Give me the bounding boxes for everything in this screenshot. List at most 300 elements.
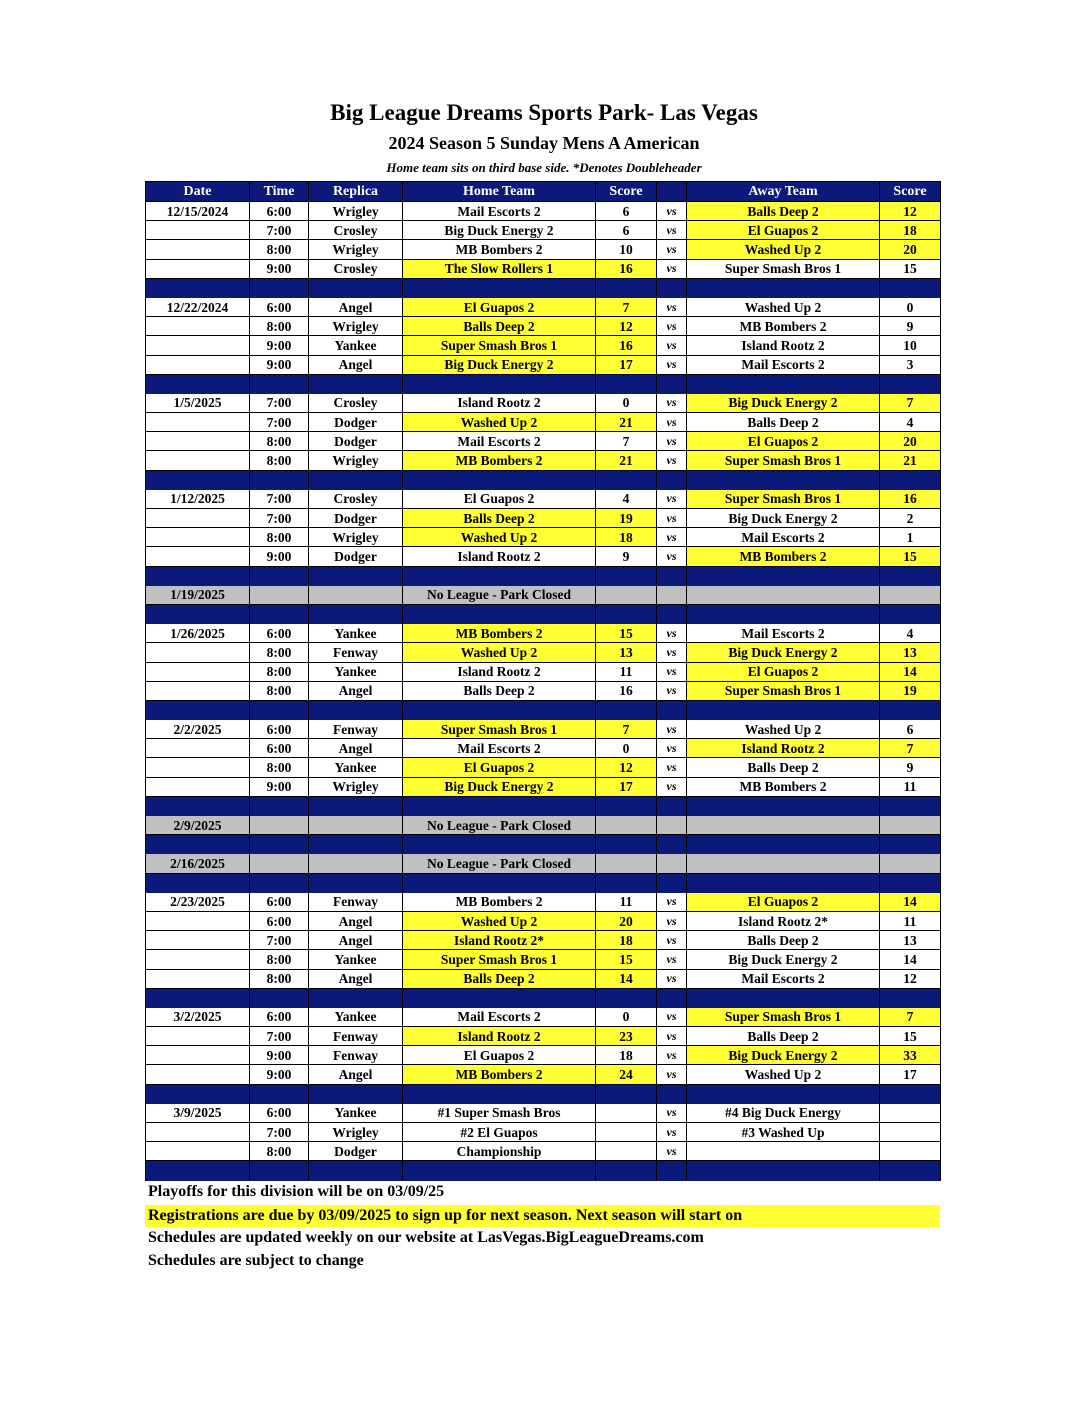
vs-cell: vs — [657, 528, 687, 547]
vs-cell: vs — [657, 777, 687, 796]
away-team-cell: Big Duck Energy 2 — [687, 393, 880, 412]
replica-cell: Yankee — [309, 1007, 403, 1026]
away-team-cell: Big Duck Energy 2 — [687, 509, 880, 528]
vs-cell: vs — [657, 1123, 687, 1142]
date-cell — [146, 547, 250, 566]
home-team-cell: Mail Escorts 2 — [403, 739, 596, 758]
date-cell — [146, 739, 250, 758]
separator-cell — [403, 988, 596, 1007]
away-score-cell: 1 — [880, 528, 941, 547]
home-score-cell: 12 — [596, 758, 657, 777]
date-cell — [146, 451, 250, 470]
home-team-cell: Balls Deep 2 — [403, 509, 596, 528]
col-header-home-score: Score — [596, 182, 657, 202]
replica-cell: Yankee — [309, 950, 403, 969]
replica-cell: Yankee — [309, 758, 403, 777]
away-team-cell: Big Duck Energy 2 — [687, 950, 880, 969]
date-cell — [146, 662, 250, 681]
separator-cell — [657, 566, 687, 585]
date-cell: 1/19/2025 — [146, 585, 250, 604]
separator-row — [146, 873, 941, 892]
separator-cell — [250, 873, 309, 892]
separator-cell — [880, 796, 941, 815]
home-score-cell: 6 — [596, 221, 657, 240]
date-cell — [146, 509, 250, 528]
vs-cell: vs — [657, 413, 687, 432]
vs-cell: vs — [657, 1046, 687, 1065]
away-score-cell: 7 — [880, 393, 941, 412]
time-cell: 9:00 — [250, 1065, 309, 1084]
time-cell: 8:00 — [250, 451, 309, 470]
replica-cell: Angel — [309, 297, 403, 316]
away-team-cell: Island Rootz 2* — [687, 911, 880, 930]
away-score-cell: 4 — [880, 624, 941, 643]
replica-cell: Angel — [309, 739, 403, 758]
time-cell: 8:00 — [250, 969, 309, 988]
date-cell — [146, 413, 250, 432]
vs-cell: vs — [657, 1007, 687, 1026]
replica-cell: Wrigley — [309, 528, 403, 547]
separator-row — [146, 374, 941, 393]
away-score-cell: 14 — [880, 662, 941, 681]
date-cell: 1/26/2025 — [146, 624, 250, 643]
home-score-cell: 16 — [596, 336, 657, 355]
home-score-cell: 4 — [596, 489, 657, 508]
website-note: Schedules are updated weekly on our website at LasVegas.BigLeagueDreams.com — [148, 1229, 704, 1246]
closed-row — [146, 854, 941, 873]
home-team-cell: Big Duck Energy 2 — [403, 221, 596, 240]
home-team-cell: MB Bombers 2 — [403, 624, 596, 643]
time-cell — [250, 585, 309, 604]
home-team-cell: Washed Up 2 — [403, 528, 596, 547]
separator-cell — [309, 374, 403, 393]
separator-cell — [403, 278, 596, 297]
home-score-cell: 24 — [596, 1065, 657, 1084]
separator-cell — [687, 796, 880, 815]
home-score-cell: 21 — [596, 413, 657, 432]
game-row — [146, 317, 941, 336]
vs-cell: vs — [657, 1065, 687, 1084]
vs-cell: vs — [657, 681, 687, 700]
separator-cell — [309, 470, 403, 489]
separator-cell — [880, 374, 941, 393]
game-row — [146, 528, 941, 547]
vs-cell: vs — [657, 432, 687, 451]
separator-cell — [687, 835, 880, 854]
game-row — [146, 547, 941, 566]
separator-cell — [309, 278, 403, 297]
home-team-cell: Balls Deep 2 — [403, 969, 596, 988]
home-score-cell — [596, 854, 657, 873]
away-team-cell — [687, 816, 880, 835]
away-score-cell: 19 — [880, 681, 941, 700]
game-row — [146, 911, 941, 930]
away-team-cell: Washed Up 2 — [687, 240, 880, 259]
away-team-cell: El Guapos 2 — [687, 662, 880, 681]
vs-cell: vs — [657, 259, 687, 278]
separator-cell — [687, 470, 880, 489]
time-cell: 8:00 — [250, 681, 309, 700]
closed-text-cell: No League - Park Closed — [403, 816, 596, 835]
separator-cell — [596, 374, 657, 393]
away-team-cell: Washed Up 2 — [687, 1065, 880, 1084]
vs-cell — [657, 585, 687, 604]
replica-cell: Dodger — [309, 509, 403, 528]
game-row — [146, 681, 941, 700]
game-row — [146, 739, 941, 758]
separator-cell — [596, 278, 657, 297]
date-cell — [146, 432, 250, 451]
vs-cell: vs — [657, 355, 687, 374]
home-team-cell: Island Rootz 2 — [403, 393, 596, 412]
vs-cell: vs — [657, 1142, 687, 1161]
home-team-cell: MB Bombers 2 — [403, 240, 596, 259]
game-row — [146, 221, 941, 240]
away-team-cell: Washed Up 2 — [687, 297, 880, 316]
game-row — [146, 643, 941, 662]
separator-cell — [146, 1161, 250, 1180]
separator-cell — [880, 604, 941, 623]
closed-row — [146, 816, 941, 835]
home-team-cell: Washed Up 2 — [403, 911, 596, 930]
away-team-cell: Super Smash Bros 1 — [687, 1007, 880, 1026]
separator-cell — [250, 604, 309, 623]
home-score-cell: 11 — [596, 892, 657, 911]
away-score-cell — [880, 585, 941, 604]
time-cell: 7:00 — [250, 413, 309, 432]
replica-cell: Wrigley — [309, 451, 403, 470]
separator-cell — [250, 700, 309, 719]
away-score-cell: 13 — [880, 643, 941, 662]
vs-cell: vs — [657, 892, 687, 911]
replica-cell: Wrigley — [309, 240, 403, 259]
away-score-cell: 15 — [880, 1027, 941, 1046]
away-team-cell: Island Rootz 2 — [687, 336, 880, 355]
replica-cell: Fenway — [309, 892, 403, 911]
away-team-cell: Balls Deep 2 — [687, 758, 880, 777]
away-team-cell: #3 Washed Up — [687, 1123, 880, 1142]
home-score-cell: 0 — [596, 393, 657, 412]
game-row — [146, 720, 941, 739]
time-cell: 8:00 — [250, 662, 309, 681]
home-score-cell: 15 — [596, 950, 657, 969]
home-team-cell: Big Duck Energy 2 — [403, 777, 596, 796]
home-score-cell: 0 — [596, 739, 657, 758]
replica-cell: Angel — [309, 931, 403, 950]
game-row — [146, 259, 941, 278]
game-row — [146, 1123, 941, 1142]
separator-cell — [657, 470, 687, 489]
away-team-cell: MB Bombers 2 — [687, 777, 880, 796]
time-cell: 9:00 — [250, 355, 309, 374]
separator-cell — [596, 470, 657, 489]
separator-cell — [309, 835, 403, 854]
home-team-cell: Mail Escorts 2 — [403, 1007, 596, 1026]
away-team-cell: Balls Deep 2 — [687, 1027, 880, 1046]
home-team-cell: Balls Deep 2 — [403, 681, 596, 700]
vs-cell: vs — [657, 911, 687, 930]
vs-cell: vs — [657, 662, 687, 681]
vs-cell: vs — [657, 720, 687, 739]
vs-cell: vs — [657, 1027, 687, 1046]
game-row — [146, 355, 941, 374]
home-score-cell — [596, 1142, 657, 1161]
col-header-replica: Replica — [309, 182, 403, 202]
separator-cell — [403, 604, 596, 623]
replica-cell: Wrigley — [309, 777, 403, 796]
separator-cell — [146, 470, 250, 489]
home-score-cell: 6 — [596, 202, 657, 221]
away-team-cell: Super Smash Bros 1 — [687, 681, 880, 700]
home-score-cell: 21 — [596, 451, 657, 470]
home-score-cell — [596, 816, 657, 835]
date-cell: 2/23/2025 — [146, 892, 250, 911]
time-cell: 8:00 — [250, 950, 309, 969]
separator-cell — [403, 700, 596, 719]
date-cell: 1/12/2025 — [146, 489, 250, 508]
separator-cell — [880, 1161, 941, 1180]
game-row — [146, 489, 941, 508]
separator-row — [146, 604, 941, 623]
time-cell: 7:00 — [250, 1027, 309, 1046]
home-team-cell: Super Smash Bros 1 — [403, 336, 596, 355]
game-row — [146, 758, 941, 777]
separator-cell — [250, 566, 309, 585]
replica-cell: Fenway — [309, 1046, 403, 1065]
away-score-cell — [880, 816, 941, 835]
col-header-vs — [657, 182, 687, 202]
replica-cell: Fenway — [309, 1027, 403, 1046]
date-cell — [146, 336, 250, 355]
separator-cell — [403, 1084, 596, 1103]
home-score-cell: 17 — [596, 777, 657, 796]
away-score-cell: 20 — [880, 432, 941, 451]
time-cell: 8:00 — [250, 643, 309, 662]
away-team-cell: MB Bombers 2 — [687, 547, 880, 566]
away-score-cell — [880, 1142, 941, 1161]
vs-cell: vs — [657, 317, 687, 336]
time-cell: 8:00 — [250, 240, 309, 259]
away-score-cell: 2 — [880, 509, 941, 528]
home-team-cell: Mail Escorts 2 — [403, 432, 596, 451]
separator-cell — [687, 1084, 880, 1103]
vs-cell: vs — [657, 624, 687, 643]
vs-cell: vs — [657, 950, 687, 969]
schedule-note: Home team sits on third base side. *Denotes Doubleheader — [386, 160, 702, 175]
game-row — [146, 1142, 941, 1161]
separator-cell — [146, 278, 250, 297]
home-team-cell: El Guapos 2 — [403, 1046, 596, 1065]
replica-cell: Crosley — [309, 489, 403, 508]
separator-cell — [403, 796, 596, 815]
separator-cell — [687, 873, 880, 892]
separator-cell — [309, 604, 403, 623]
separator-cell — [657, 604, 687, 623]
game-row — [146, 777, 941, 796]
game-row — [146, 624, 941, 643]
away-score-cell: 11 — [880, 911, 941, 930]
time-cell: 9:00 — [250, 259, 309, 278]
game-row — [146, 1065, 941, 1084]
date-cell: 2/9/2025 — [146, 816, 250, 835]
separator-cell — [596, 700, 657, 719]
time-cell: 6:00 — [250, 911, 309, 930]
date-cell — [146, 317, 250, 336]
replica-cell: Dodger — [309, 432, 403, 451]
date-cell — [146, 259, 250, 278]
home-score-cell: 7 — [596, 297, 657, 316]
replica-cell — [309, 585, 403, 604]
replica-cell — [309, 854, 403, 873]
separator-cell — [596, 796, 657, 815]
date-cell — [146, 643, 250, 662]
separator-cell — [403, 470, 596, 489]
home-score-cell — [596, 1123, 657, 1142]
separator-cell — [657, 796, 687, 815]
home-score-cell: 13 — [596, 643, 657, 662]
game-row — [146, 1046, 941, 1065]
replica-cell: Yankee — [309, 1103, 403, 1122]
replica-cell: Yankee — [309, 624, 403, 643]
date-cell — [146, 240, 250, 259]
time-cell: 9:00 — [250, 1046, 309, 1065]
separator-cell — [146, 700, 250, 719]
separator-cell — [687, 374, 880, 393]
separator-cell — [146, 835, 250, 854]
separator-cell — [880, 566, 941, 585]
vs-cell: vs — [657, 547, 687, 566]
date-cell — [146, 681, 250, 700]
separator-cell — [657, 835, 687, 854]
time-cell: 8:00 — [250, 528, 309, 547]
time-cell: 6:00 — [250, 624, 309, 643]
away-score-cell: 7 — [880, 739, 941, 758]
away-score-cell: 13 — [880, 931, 941, 950]
replica-cell: Crosley — [309, 221, 403, 240]
game-row — [146, 336, 941, 355]
home-team-cell: Washed Up 2 — [403, 413, 596, 432]
home-team-cell: Big Duck Energy 2 — [403, 355, 596, 374]
separator-row — [146, 1084, 941, 1103]
registrations-note: Registrations are due by 03/09/2025 to sign up for next season. Next season will start on — [145, 1205, 940, 1227]
game-row — [146, 509, 941, 528]
game-row — [146, 432, 941, 451]
date-cell: 12/22/2024 — [146, 297, 250, 316]
separator-cell — [403, 835, 596, 854]
vs-cell: vs — [657, 240, 687, 259]
separator-cell — [657, 988, 687, 1007]
replica-cell: Angel — [309, 1065, 403, 1084]
away-team-cell: MB Bombers 2 — [687, 317, 880, 336]
away-score-cell: 15 — [880, 259, 941, 278]
time-cell: 6:00 — [250, 1007, 309, 1026]
separator-cell — [146, 374, 250, 393]
away-score-cell: 21 — [880, 451, 941, 470]
game-row — [146, 662, 941, 681]
separator-cell — [146, 796, 250, 815]
home-team-cell: El Guapos 2 — [403, 758, 596, 777]
separator-cell — [403, 873, 596, 892]
separator-cell — [309, 796, 403, 815]
replica-cell: Fenway — [309, 720, 403, 739]
home-score-cell — [596, 585, 657, 604]
time-cell: 8:00 — [250, 317, 309, 336]
time-cell: 8:00 — [250, 432, 309, 451]
vs-cell: vs — [657, 451, 687, 470]
away-team-cell: Super Smash Bros 1 — [687, 451, 880, 470]
away-team-cell: #4 Big Duck Energy — [687, 1103, 880, 1122]
home-score-cell: 12 — [596, 317, 657, 336]
time-cell: 6:00 — [250, 1103, 309, 1122]
separator-cell — [250, 988, 309, 1007]
time-cell: 8:00 — [250, 758, 309, 777]
vs-cell: vs — [657, 1103, 687, 1122]
home-team-cell: The Slow Rollers 1 — [403, 259, 596, 278]
away-team-cell: Balls Deep 2 — [687, 413, 880, 432]
replica-cell: Crosley — [309, 259, 403, 278]
replica-cell: Dodger — [309, 547, 403, 566]
home-score-cell: 9 — [596, 547, 657, 566]
away-score-cell: 3 — [880, 355, 941, 374]
separator-cell — [146, 566, 250, 585]
separator-cell — [687, 604, 880, 623]
replica-cell: Dodger — [309, 413, 403, 432]
vs-cell: vs — [657, 393, 687, 412]
game-row — [146, 1103, 941, 1122]
game-row — [146, 202, 941, 221]
time-cell: 6:00 — [250, 739, 309, 758]
separator-cell — [596, 988, 657, 1007]
col-header-home-team: Home Team — [403, 182, 596, 202]
date-cell — [146, 969, 250, 988]
separator-cell — [309, 566, 403, 585]
separator-cell — [880, 1084, 941, 1103]
replica-cell: Angel — [309, 969, 403, 988]
separator-row — [146, 470, 941, 489]
away-team-cell: El Guapos 2 — [687, 432, 880, 451]
separator-cell — [687, 278, 880, 297]
home-team-cell: Island Rootz 2 — [403, 662, 596, 681]
away-team-cell: El Guapos 2 — [687, 892, 880, 911]
time-cell: 7:00 — [250, 1123, 309, 1142]
home-team-cell: Island Rootz 2* — [403, 931, 596, 950]
away-team-cell: Island Rootz 2 — [687, 739, 880, 758]
col-header-date: Date — [146, 182, 250, 202]
vs-cell: vs — [657, 221, 687, 240]
separator-cell — [250, 796, 309, 815]
time-cell: 9:00 — [250, 777, 309, 796]
away-score-cell: 15 — [880, 547, 941, 566]
replica-cell: Angel — [309, 681, 403, 700]
home-score-cell: 7 — [596, 432, 657, 451]
away-score-cell — [880, 1103, 941, 1122]
home-team-cell: Mail Escorts 2 — [403, 202, 596, 221]
separator-row — [146, 566, 941, 585]
separator-cell — [250, 835, 309, 854]
time-cell: 7:00 — [250, 931, 309, 950]
separator-cell — [880, 835, 941, 854]
away-team-cell: El Guapos 2 — [687, 221, 880, 240]
date-cell — [146, 911, 250, 930]
separator-cell — [596, 873, 657, 892]
away-score-cell: 6 — [880, 720, 941, 739]
vs-cell: vs — [657, 969, 687, 988]
date-cell — [146, 1065, 250, 1084]
time-cell: 6:00 — [250, 297, 309, 316]
vs-cell: vs — [657, 336, 687, 355]
date-cell: 2/2/2025 — [146, 720, 250, 739]
replica-cell: Yankee — [309, 336, 403, 355]
